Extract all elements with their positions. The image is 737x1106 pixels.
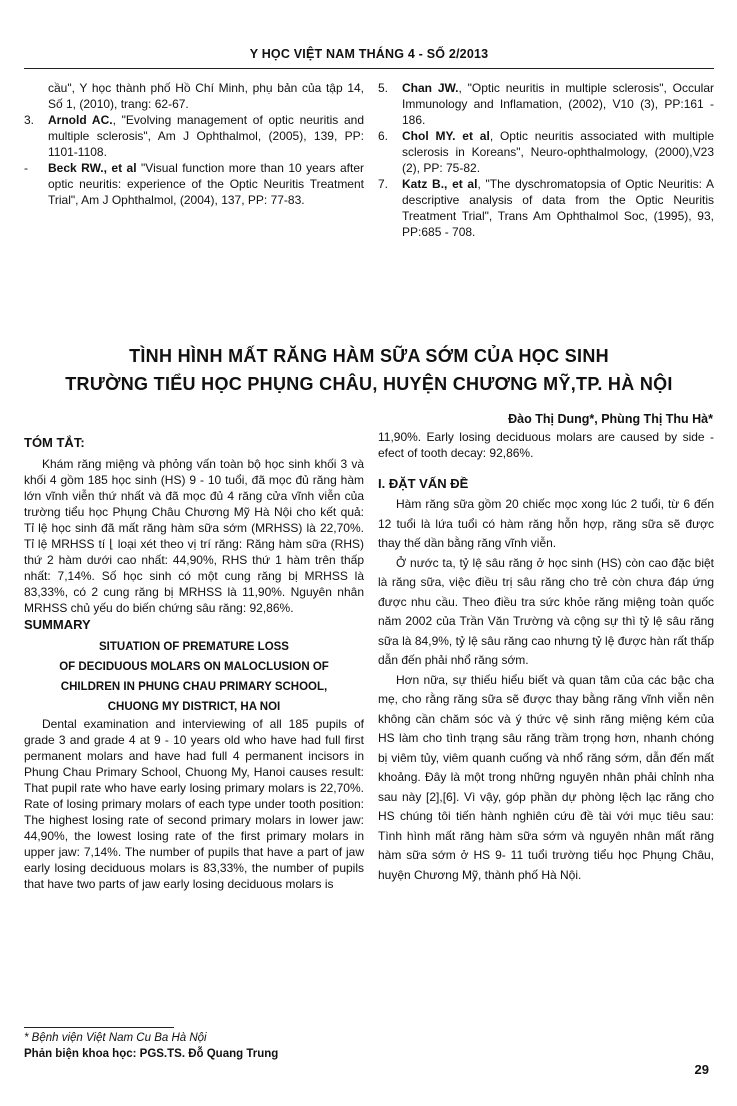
footnote-rule: [24, 1027, 174, 1028]
summary-title-line: OF DECIDUOUS MOLARS ON MALOCLUSION OF: [59, 661, 329, 673]
article-title-line-2: TRƯỜNG TIỂU HỌC PHỤNG CHÂU, HUYỆN CHƯƠNG MỸ,TP. HÀ NỘI: [65, 374, 673, 394]
summary-text: Dental examination and interviewing of all 185 pupils of grade 3 and grade 4 at 9 - 10 years old who have had full first permanent molars and have had full 4 permanent incisors in Phung Chau Primary School, Chuong My, Hanoi causes result: That pupil rate who have early losing primary molars is 22,70%. Rate of losing primary molars of each type under tooth position: The highest losing rate of second primary molars in lower jaw: 44,90%, the lowest losing rate of the first primary molars in upper jaw: 7,14%. The number of pupils that have a part of jaw early losing deciduous molars is 83,33%, the number of pupils that have two parts of jaw early losing deciduous molars is: [24, 717, 364, 891]
reference-item: [24, 160, 364, 208]
reference-text: cầu", Y học thành phố Hồ Chí Minh, phụ bản của tập 14, Số 1, (2010), trang: 62-67.: [48, 81, 364, 111]
intro-paragraph: Ở nước ta, tỷ lệ sâu răng ở học sinh (HS) còn cao đặc biệt là răng sữa, việc điều trị sâu răng cho trẻ còn chưa đáp ứng được nhu cầu. Theo điều tra sức khỏe răng miệng toàn quốc năm 2002 của Trần Văn Trường và cộng sự thì tỷ lệ sâu răng sữa là 84,9%, tỷ lệ sâu răng cao nhưng tỷ lệ được hàn rất thấp dẫn đến phải nhổ răng sớm.: [378, 555, 714, 667]
intro-heading: I. ĐẶT VẤN ĐỀ: [378, 476, 469, 491]
reference-text: , "The dyschromatopsia of Optic Neuritis: A descriptive analysis of data from the Optic Neuritis Treatment Trial", Trans Am Ophthalmol Soc, (1995), 93, PP:685 - 708.: [402, 177, 714, 239]
reference-number: 6.: [378, 129, 389, 143]
footnote-reviewer: Phản biện khoa học: PGS.TS. Đỗ Quang Trung: [24, 1048, 279, 1060]
reference-text: , Optic neuritis associated with multiple sclerosis in Koreans", Neuro-ophthalmology, (2000),V23 (2), PP: 75-82.: [402, 129, 714, 175]
references-right: [378, 80, 714, 240]
abstract-heading: TÓM TẮT:: [24, 435, 85, 450]
reference-text: "Visual function more than 10 years after optic neuritis: experience of the Optic Neuritis Treatment Trial", Am J Ophthalmol, (2004), 137, PP: 77-83.: [48, 161, 364, 207]
reference-number: 7.: [378, 177, 389, 191]
summary-title-line: SITUATION OF PREMATURE LOSS: [99, 641, 289, 653]
summary-heading: SUMMARY: [24, 617, 91, 632]
reference-text: , "Evolving management of optic neuritis and multiple sclerosis", Am J Ophthalmol, (2005), 139, PP: 1101-1108.: [48, 113, 364, 159]
article-authors: Đào Thị Dung*, Phùng Thị Thu Hà*: [508, 412, 713, 426]
reference-text: , "Optic neuritis in multiple sclerosis", Occular Immunology and Inflamation, (2002), V10 (3), PP:161 - 186.: [402, 81, 714, 127]
journal-header: Y HỌC VIỆT NAM THÁNG 4 - SỐ 2/2013: [249, 47, 489, 61]
reference-item: [378, 80, 714, 128]
reference-number: 5.: [378, 81, 389, 95]
footnote: [24, 1030, 424, 1062]
right-column: [378, 429, 714, 885]
reference-author: Chol MY. et al: [402, 129, 490, 143]
reference-number: 3.: [24, 113, 35, 127]
reference-item: [24, 80, 364, 112]
intro-paragraph: Hơn nữa, sự thiếu hiểu biết và quan tâm của các bậc cha mẹ, cho rằng răng sữa sẽ được thay bằng răng vĩnh viễn nên không cần chăm sóc và ý thức vệ sinh răng miệng kém của HS làm cho tình trạng sâu răng trầm trọng hơn, nhanh chóng bị viêm tủy, viêm quanh cuống và nhổ răng sớm, dẫn đến mất khoảng. Đây là một trong những nguyên nhân phải chỉnh nha sau này [2],[6]. Vì vậy, góp phần dự phòng lệch lạc răng cho HS chúng tôi tiến hành nghiên cứu đề tài với mục tiêu sau: Tình hình mất răng hàm sữa sớm và nguyên nhân mất răng hàm sữa sớm ở HS 9- 11 tuổi trường tiểu học Phụng Châu, huyện Chương Mỹ, thành phố Hà Nội.: [378, 672, 714, 882]
reference-item: [378, 128, 714, 176]
reference-author: Beck RW., et al: [48, 161, 137, 175]
summary-title-line: CHILDREN IN PHUNG CHAU PRIMARY SCHOOL,: [60, 681, 328, 693]
summary-title: [24, 638, 364, 716]
reference-author: Chan JW.: [402, 81, 459, 95]
reference-number: -: [24, 161, 28, 175]
footnote-affiliation: * Bệnh viện Việt Nam Cu Ba Hà Nội: [24, 1032, 207, 1044]
left-column: [24, 434, 364, 892]
article-title-line-1: TÌNH HÌNH MẤT RĂNG HÀM SỮA SỚM CỦA HỌC SINH: [129, 346, 609, 366]
summary-text-continued: 11,90%. Early losing deciduous molars are caused by side - efect of tooth decay: 92,86%.: [378, 430, 714, 460]
reference-item: [24, 112, 364, 160]
intro-paragraph: Hàm răng sữa gồm 20 chiếc mọc xong lúc 2 tuổi, từ 6 đến 12 tuổi là lứa tuổi có hàm răng hỗn hợp, răng sữa sẽ được thay thế dần bằng răng vĩnh viễn.: [378, 497, 714, 550]
reference-item: [378, 176, 714, 240]
abstract-text: Khám răng miệng và phỏng vấn toàn bộ học sinh khối 3 và khối 4 gồm 185 học sinh (HS) 9 - 10 tuổi, đã mọc đủ răng hàm lớn vĩnh viễn thứ nhất và đã mọc đủ 4 răng cửa vĩnh viễn của trường tiểu học Phụng Châu Chương Mỹ Hà Nội cho kết quả: Tỉ lệ học sinh đã mất răng hàm sữa sớm (MRHSS) là 22,70%. Tỉ lệ MRHSS tí ⌊ loại xét theo vị trí răng: Răng hàm sữa (RHS) thứ 2 hàm dưới cao nhất: 44,90%, RHS thứ 1 hàm trên thấp nhất: 7,14%. Số học sinh có một cung răng bị MRHSS là 83,33%, có 2 cung răng bị MRHSS là 11,90%. Nguyên nhân MRHSS chủ yếu do biến chứng sâu răng: 92,86%.: [24, 457, 364, 615]
header-rule: [24, 68, 714, 69]
page-number: 29: [694, 1062, 709, 1077]
reference-author: Arnold AC.: [48, 113, 113, 127]
article-title: [24, 342, 714, 398]
references-left: [24, 80, 364, 208]
reference-author: Katz B., et al: [402, 177, 478, 191]
summary-title-line: CHUONG MY DISTRICT, HA NOI: [107, 701, 281, 713]
